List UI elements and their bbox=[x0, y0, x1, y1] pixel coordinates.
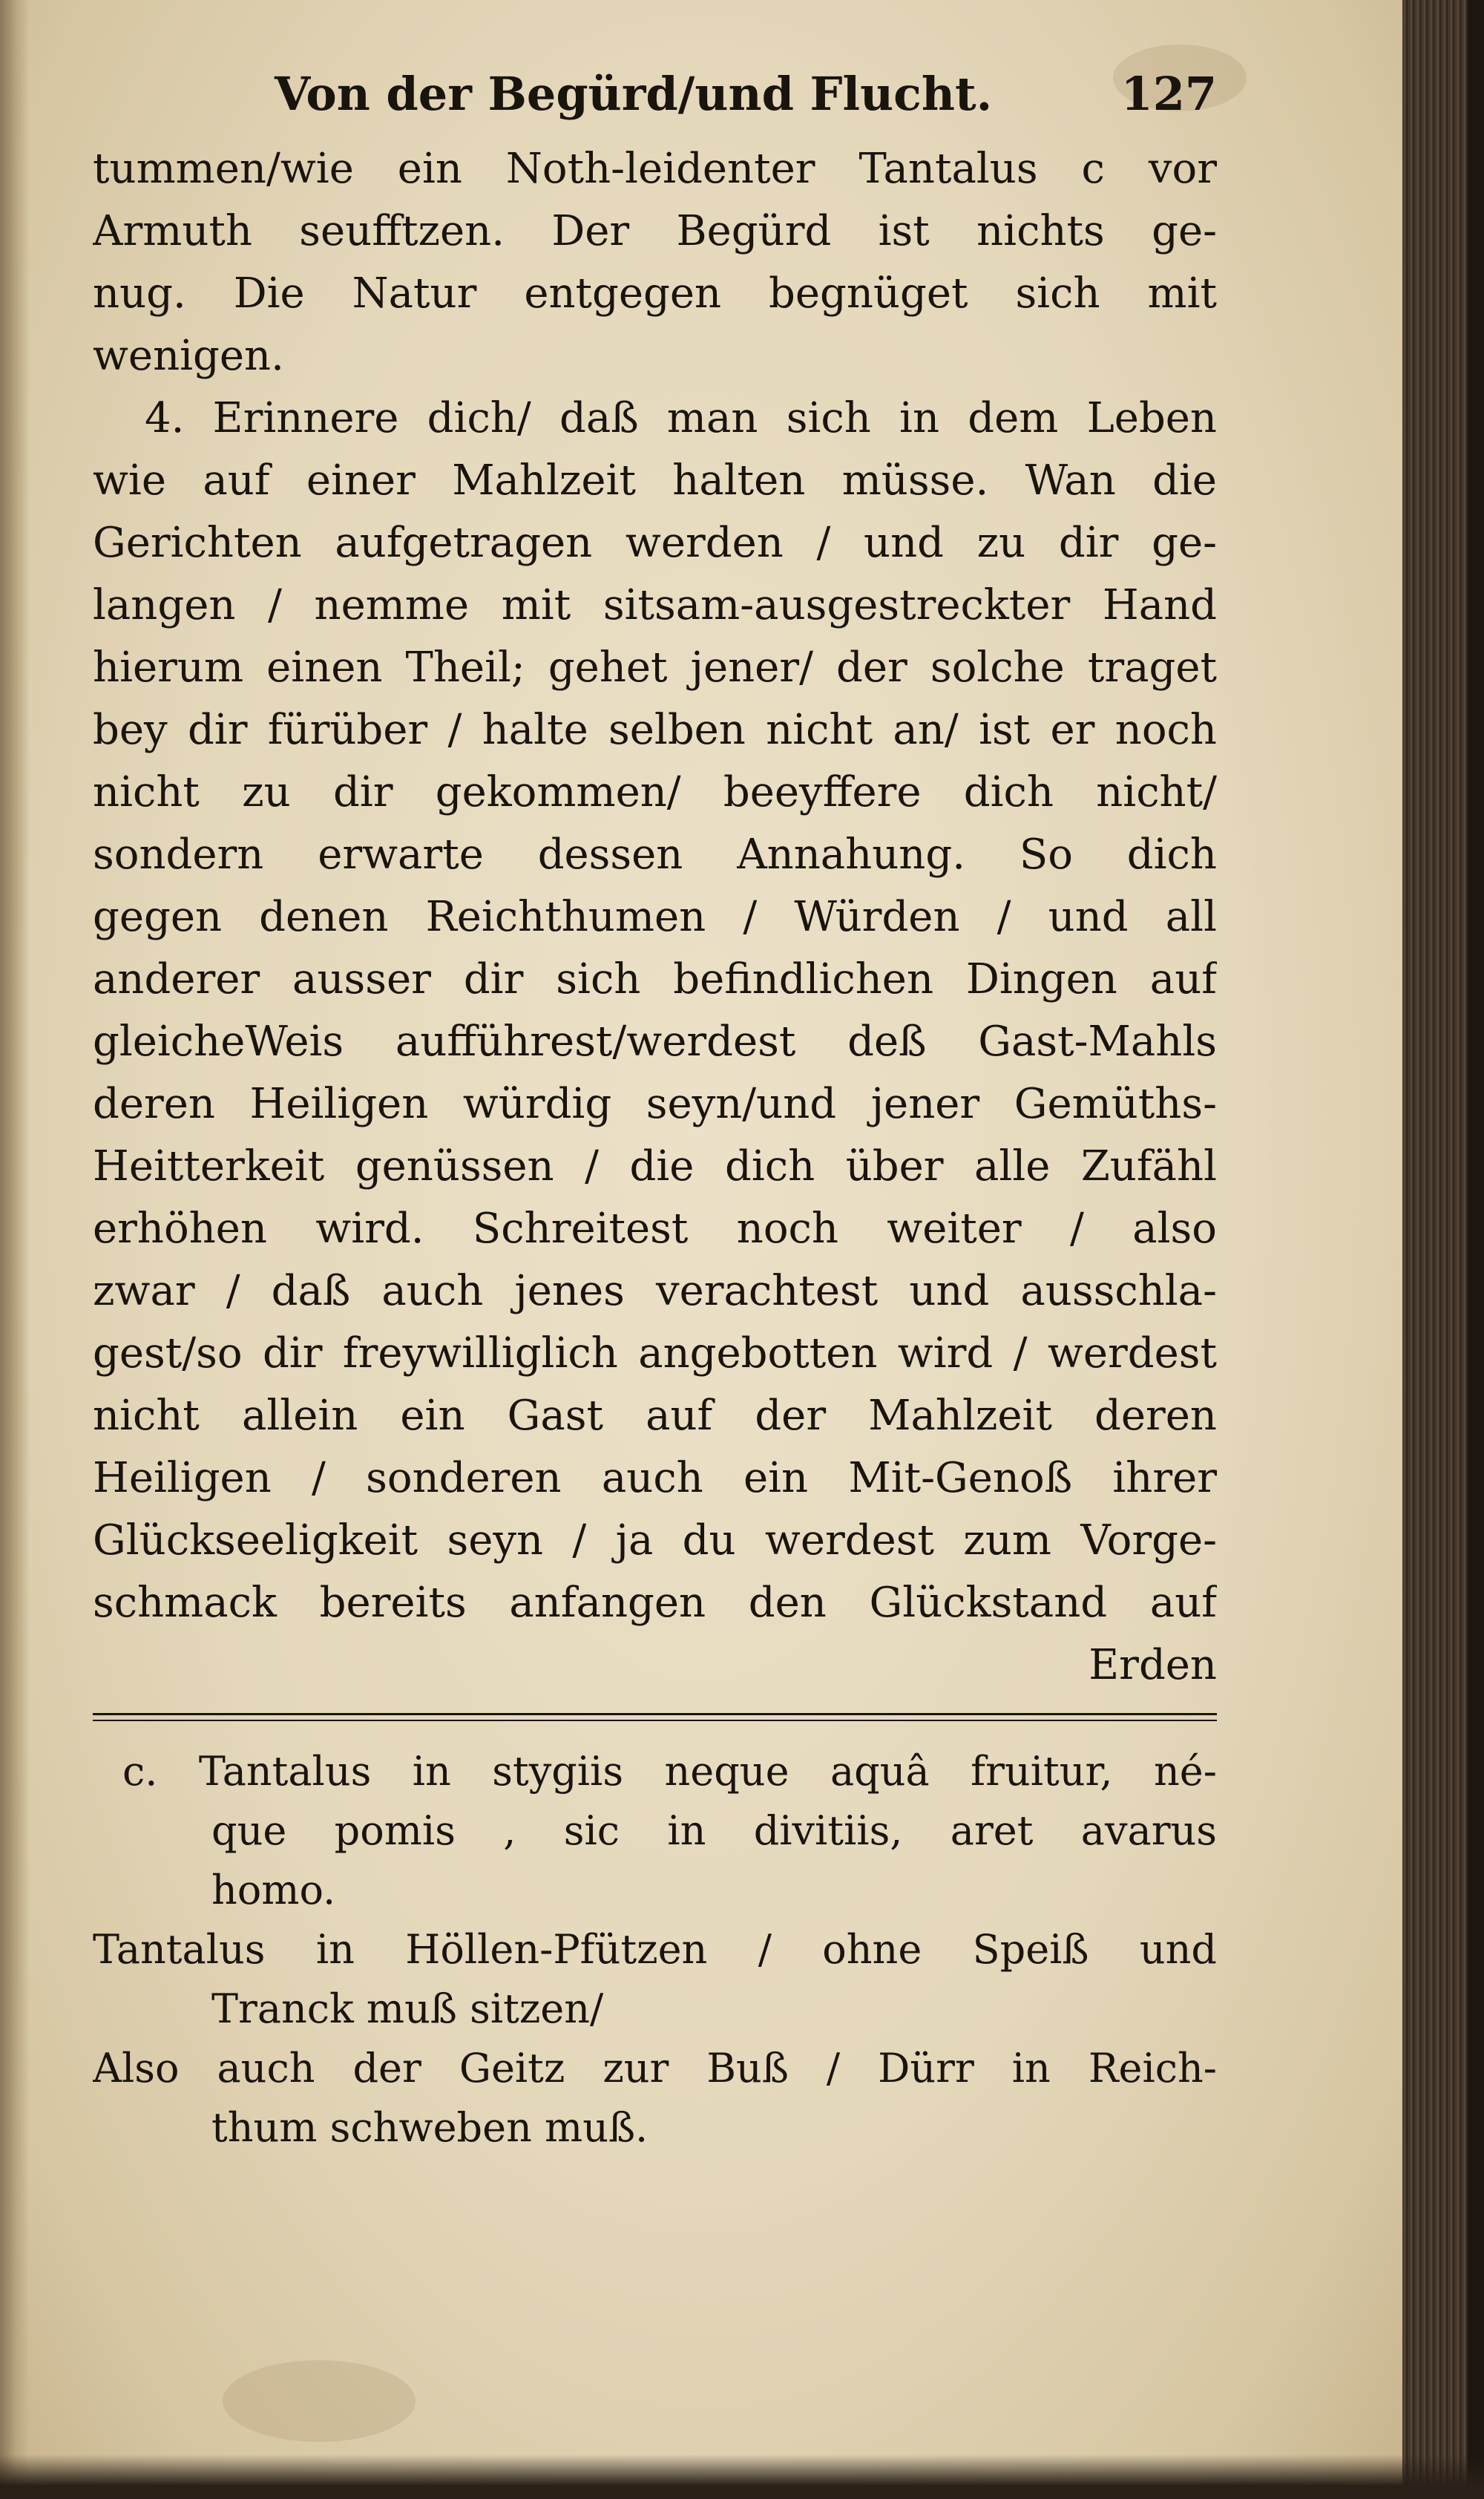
body-line: gegen denen Reichthumen / Würden / und all bbox=[93, 893, 1217, 941]
body-line: Gerichten aufgetragen werden / und zu dir ge- bbox=[93, 519, 1217, 567]
body-line: Heiligen / sonderen auch ein Mit-Genoß ihrer bbox=[93, 1454, 1217, 1502]
footnote-latin-line: que pomis , sic in divitiis, aret avarus bbox=[211, 1807, 1217, 1854]
body-line: Glückseeligkeit seyn / ja du werdest zum Vorge- bbox=[93, 1516, 1217, 1565]
body-line: nicht zu dir gekommen/ beeyffere dich nicht/ bbox=[93, 768, 1217, 816]
page-header bbox=[93, 67, 1217, 138]
body-line: hierum einen Theil; gehet jener/ der solche traget bbox=[93, 643, 1217, 692]
footnote-verse-line: Tantalus in Höllen-Pfützen / ohne Speiß und bbox=[93, 1926, 1217, 1973]
footnote bbox=[93, 1742, 1217, 2158]
page-bottom-shadow bbox=[0, 2454, 1484, 2499]
body-line: Armuth seufftzen. Der Begürd ist nichts ge- bbox=[93, 207, 1217, 255]
footnote-latin-line: c. Tantalus in stygiis neque aquâ fruitur, né- bbox=[122, 1748, 1217, 1795]
footnote-verse-line: thum schweben muß. bbox=[211, 2104, 649, 2151]
body-line: tummen/wie ein Noth-leidenter Tantalus c vor bbox=[93, 145, 1217, 193]
text-block bbox=[93, 67, 1217, 2158]
body-line: langen / nemme mit sitsam-ausgestreckter Hand bbox=[93, 581, 1217, 629]
body-text bbox=[93, 138, 1217, 1697]
body-line: Heitterkeit genüssen / die dich über alle Zufähl bbox=[93, 1142, 1217, 1190]
body-line: 4. Erinnere dich/ daß man sich in dem Leben bbox=[145, 394, 1217, 442]
footnote-rule bbox=[93, 1713, 1217, 1721]
body-line: anderer ausser dir sich befindlichen Dingen auf bbox=[93, 955, 1217, 1003]
paper-stain bbox=[223, 2360, 416, 2442]
binding-gutter bbox=[0, 0, 30, 2499]
footnote-verse-line: Also auch der Geitz zur Buß / Dürr in Reich- bbox=[93, 2045, 1217, 2092]
body-line: schmack bereits anfangen den Glückstand auf bbox=[93, 1579, 1217, 1627]
body-line: wie auf einer Mahlzeit halten müsse. Wan die bbox=[93, 456, 1217, 505]
body-line: gleicheWeis aufführest/werdest deß Gast-Mahls bbox=[93, 1018, 1217, 1066]
book-cover-edge bbox=[1468, 0, 1484, 2499]
body-line: bey dir fürüber / halte selben nicht an/ ist er noch bbox=[93, 706, 1217, 754]
body-line: erhöhen wird. Schreitest noch weiter / also bbox=[93, 1205, 1217, 1253]
body-line: deren Heiligen würdig seyn/und jener Gemüths- bbox=[93, 1080, 1217, 1128]
footnote-verse-line: Tranck muß sitzen/ bbox=[211, 1985, 604, 2032]
body-line: zwar / daß auch jenes verachtest und ausschla- bbox=[93, 1267, 1217, 1315]
body-line: nicht allein ein Gast auf der Mahlzeit deren bbox=[93, 1392, 1217, 1440]
body-line: gest/so dir freywilliglich angebotten wird / werdest bbox=[93, 1329, 1217, 1378]
running-title: Von der Begürd/und Flucht. bbox=[275, 67, 993, 121]
body-line: wenigen. bbox=[93, 332, 284, 380]
page-number: 127 bbox=[1120, 67, 1217, 121]
catchword: Erden bbox=[1089, 1641, 1217, 1689]
footnote-latin-line: homo. bbox=[211, 1867, 336, 1913]
body-line: nug. Die Natur entgegen begnüget sich mit bbox=[93, 269, 1217, 318]
body-line: sondern erwarte dessen Annahung. So dich bbox=[93, 831, 1217, 879]
